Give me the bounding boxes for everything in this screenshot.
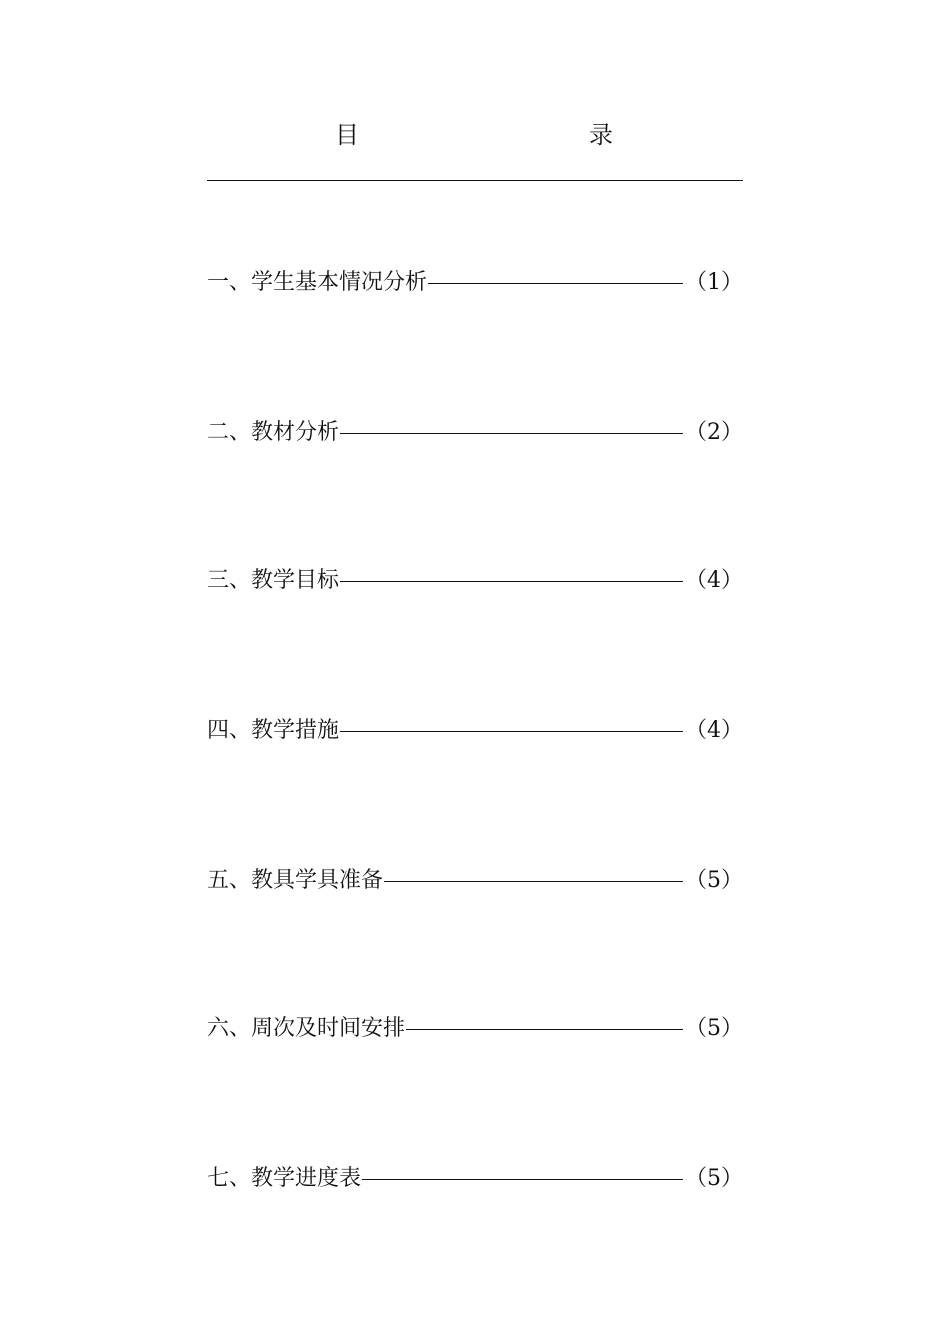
toc-entry-label: 三、教学目标 (207, 568, 340, 593)
toc-title-char-2: 录 (589, 121, 613, 149)
toc-page-number: （5） (685, 1016, 743, 1041)
toc-entry-label: 六、周次及时间安排 (207, 1016, 406, 1041)
toc-leader-line (340, 433, 683, 434)
toc-leader-line (340, 581, 683, 582)
toc-page-number: （1） (685, 270, 743, 295)
toc-entry-student-analysis[interactable] (207, 268, 743, 298)
toc-leader-line (406, 1029, 683, 1030)
toc-entry-progress-table[interactable] (207, 1164, 743, 1194)
toc-leader-line (340, 731, 683, 732)
toc-entry-label: 四、教学措施 (207, 718, 340, 743)
toc-title (0, 118, 950, 152)
toc-entry-teaching-measures[interactable] (207, 716, 743, 746)
toc-page-number: （4） (685, 568, 743, 593)
toc-entry-label: 一、学生基本情况分析 (207, 270, 428, 295)
toc-page-number: （2） (685, 420, 743, 445)
toc-page-number: （4） (685, 718, 743, 743)
toc-title-char-1: 目 (335, 121, 359, 149)
toc-leader-line (362, 1179, 683, 1180)
toc-entry-teaching-aids[interactable] (207, 866, 743, 896)
toc-entry-textbook-analysis[interactable] (207, 418, 743, 448)
toc-entry-label: 七、教学进度表 (207, 1166, 362, 1191)
toc-page-number: （5） (685, 868, 743, 893)
toc-entry-teaching-goals[interactable] (207, 566, 743, 596)
toc-leader-line (384, 881, 683, 882)
toc-entry-label: 二、教材分析 (207, 420, 340, 445)
title-underline (207, 180, 743, 181)
toc-page-number: （5） (685, 1166, 743, 1191)
toc-leader-line (428, 283, 683, 284)
toc-entry-weekly-schedule[interactable] (207, 1014, 743, 1044)
toc-entry-label: 五、教具学具准备 (207, 868, 384, 893)
